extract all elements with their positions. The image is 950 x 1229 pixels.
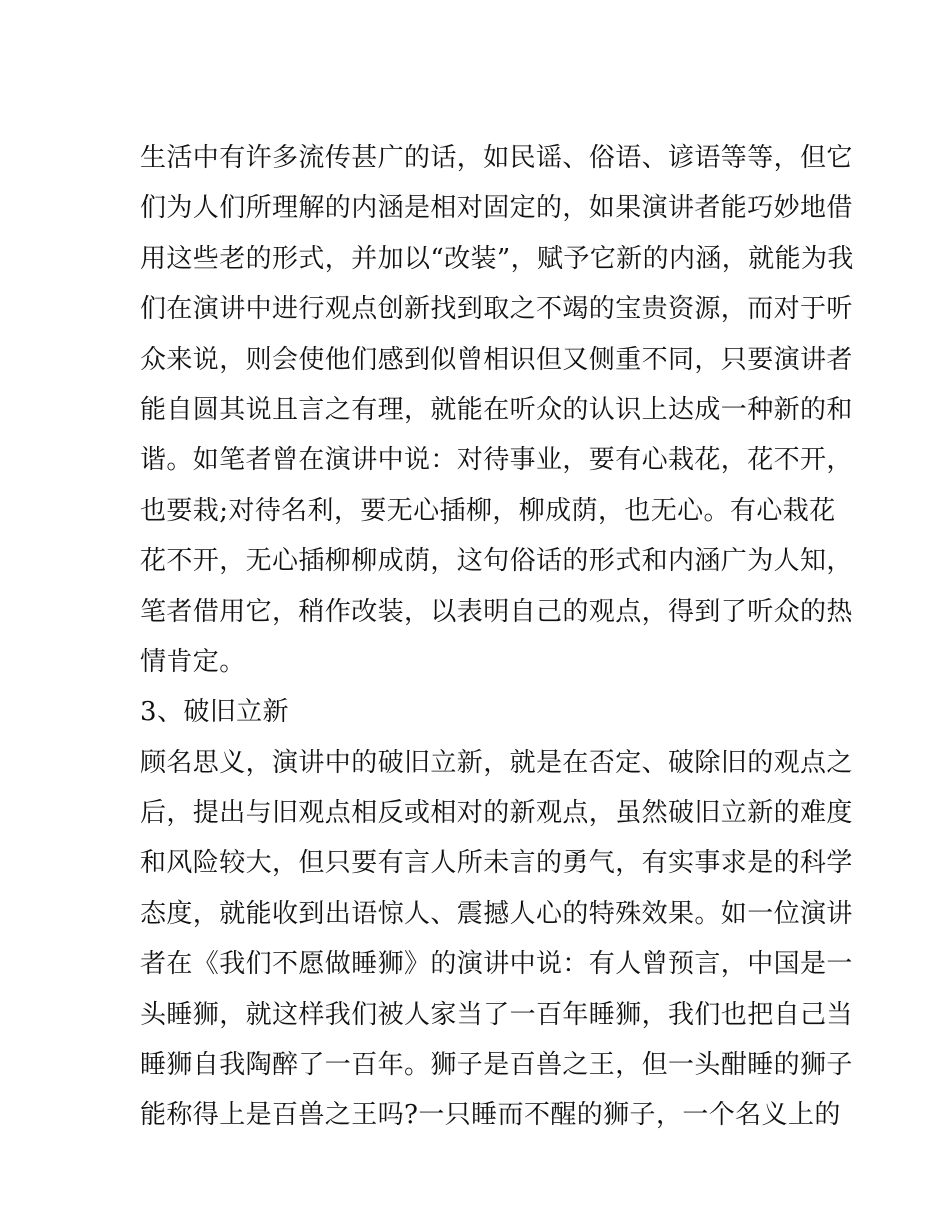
paragraph-line: 后，提出与旧观点相反或相对的新观点，虽然破旧立新的难度 — [140, 798, 853, 829]
paragraph-line: 谐。如笔者曾在演讲中说：对待事业，要有心栽花，花不开， — [140, 445, 853, 476]
document-body — [140, 133, 854, 1141]
paragraph-line: 态度，就能收到出语惊人、震撼人心的特殊效果。如一位演讲 — [140, 898, 853, 929]
paragraph-line: 顾名思义，演讲中的破旧立新，就是在否定、破除旧的观点之 — [140, 747, 853, 778]
paragraph-line: 能称得上是百兽之王吗?一只睡而不醒的狮子，一个名义上的 — [140, 1100, 841, 1131]
paragraph-line: 众来说，则会使他们感到似曾相识但又侧重不同，只要演讲者 — [140, 344, 853, 375]
paragraph-line: 者在《我们不愿做睡狮》的演讲中说：有人曾预言，中国是一 — [140, 949, 853, 980]
paragraph-1 — [140, 133, 854, 687]
paragraph-line: 情肯定。 — [140, 646, 246, 677]
paragraph-line: 们在演讲中进行观点创新找到取之不竭的宝贵资源，而对于听 — [140, 294, 853, 325]
paragraph-line: 也要栽;对待名利，要无心插柳，柳成荫，也无心。有心栽花 — [140, 495, 836, 526]
paragraph-line: 和风险较大，但只要有言人所未言的勇气，有实事求是的科学 — [140, 848, 853, 879]
paragraph-line: 能自圆其说且言之有理，就能在听众的认识上达成一种新的和 — [140, 394, 853, 425]
paragraph-line: 们为人们所理解的内涵是相对固定的，如果演讲者能巧妙地借 — [140, 193, 853, 224]
paragraph-2 — [140, 738, 853, 1141]
paragraph-line: 花不开，无心插柳柳成荫，这句俗话的形式和内涵广为人知， — [140, 546, 853, 577]
section-heading: 3、破旧立新 — [140, 697, 289, 728]
paragraph-line: 睡狮自我陶醉了一百年。狮子是百兽之王，但一头酣睡的狮子 — [140, 1050, 853, 1081]
paragraph-line: 笔者借用它，稍作改装，以表明自己的观点，得到了听众的热 — [140, 596, 853, 627]
paragraph-line: 生活中有许多流传甚广的话，如民谣、俗语、谚语等等，但它 — [140, 143, 853, 173]
paragraph-line: 用这些老的形式，并加以“改装”，赋予它新的内涵，就能为我 — [140, 243, 854, 274]
paragraph-line: 头睡狮，就这样我们被人家当了一百年睡狮，我们也把自己当 — [140, 999, 853, 1030]
